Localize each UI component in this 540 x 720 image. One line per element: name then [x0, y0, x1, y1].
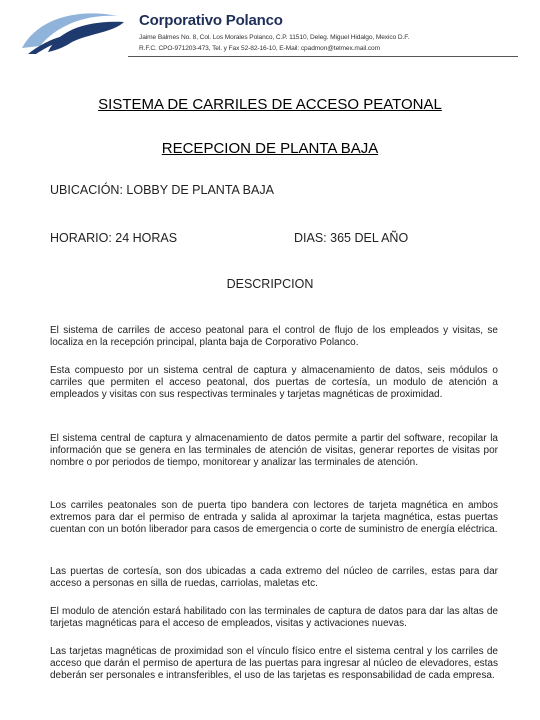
description-paragraph: Las puertas de cortesía, son dos ubicadas a cada extremo del núcleo de carriles, estas para dar acceso a personas en silla de ruedas, carriolas, maletas etc. — [50, 566, 498, 589]
description-paragraph: El modulo de atención estará habilitado con las terminales de captura de datos para dar las altas de tarjetas magnéticas para el acceso de empleados, visitas y activaciones nuevas. — [50, 606, 498, 629]
location-line: UBICACIÓN: LOBBY DE PLANTA BAJA — [50, 183, 274, 197]
days-line: DIAS: 365 DEL AÑO — [294, 231, 409, 245]
description-paragraph: El sistema de carriles de acceso peatonal para el control de flujo de los empleados y visitas, se localiza en la recepción principal, planta baja de Corporativo Polanco. — [50, 325, 498, 348]
company-logo-icon — [18, 8, 128, 56]
company-address: Jaime Balmes No. 8, Col. Los Morales Polanco, C.P. 11510, Deleg. Miguel Hidalgo, Mexico D.F. — [139, 34, 410, 41]
description-paragraph: Los carriles peatonales son de puerta tipo bandera con lectores de tarjeta magnética en ambos extremos para dar el permiso de entrada y salida al aproximar la tarjeta magnética, estas puertas cuentan con un botón liberador para casos de emergencia o corte de suministro de energía eléctrica. — [50, 500, 498, 535]
description-paragraph: Las tarjetas magnéticas de proximidad son el vínculo físico entre el sistema central y los carriles de acceso que darán el permiso de apertura de las puertas para ingresar al núcleo de elevadores, estas deberán ser personales e intransferibles, el uso de las tarjetas es responsabilidad de cada empresa. — [50, 646, 498, 681]
schedule-line: HORARIO: 24 HORAS — [50, 231, 178, 245]
description-paragraph: El sistema central de captura y almacenamiento de datos permite a partir del software, recopilar la información que se genera en las terminales de atención de visitas, generar reportes de visitas por nombre o por periodos de tiempo, monitorear y analizar las terminales de atención. — [50, 433, 498, 468]
description-heading: DESCRIPCION — [226, 277, 314, 291]
document-title: SISTEMA DE CARRILES DE ACCESO PEATONAL — [98, 96, 442, 113]
document-subtitle: RECEPCION DE PLANTA BAJA — [161, 140, 379, 157]
header-divider — [128, 56, 518, 57]
company-contact: R.F.C. CPO-971203-473, Tel. y Fax 52-82-16-10, E-Mail: cpadmon@telmex.mail.com — [139, 45, 381, 52]
company-name: Corporativo Polanco — [139, 12, 283, 29]
description-paragraph: Esta compuesto por un sistema central de captura y almacenamiento de datos, seis módulos o carriles que permiten el acceso peatonal, dos puertas de cortesía, un modulo de atención a empleados y visitas con sus respectivas terminales y tarjetas magnéticas de proximidad. — [50, 365, 498, 400]
